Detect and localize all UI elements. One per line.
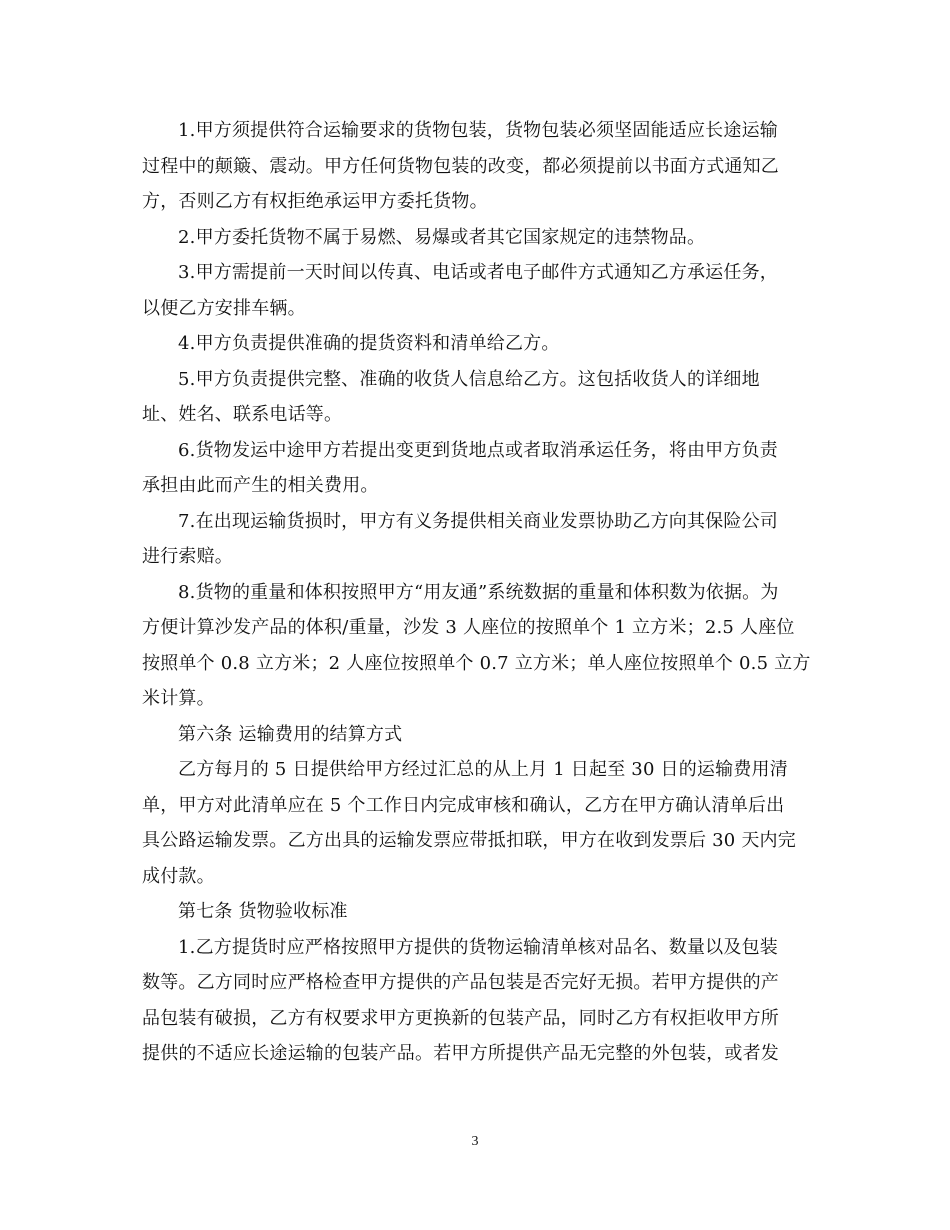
text-line: 3.甲方需提前一天时间以传真、电话或者电子邮件方式通知乙方承运任务， (178, 262, 778, 283)
paragraph-clause-5 (142, 362, 812, 433)
heading-text: 第六条 运输费用的结算方式 (178, 723, 403, 745)
text-line: 址、姓名、联系电话等。 (142, 404, 343, 425)
text-line: 提供的不适应长途运输的包装产品。若甲方所提供产品无完整的外包装，或者发 (142, 1043, 779, 1064)
text-line: 具公路运输发票。乙方出具的运输发票应带抵扣联，甲方在收到发票后 30 天内完 (142, 830, 796, 851)
text-line: 承担由此而产生的相关费用。 (142, 475, 379, 496)
text-line: 1.乙方提货时应严格按照甲方提供的货物运输清单核对品名、数量以及包装 (178, 936, 778, 958)
text-line: 进行索赔。 (142, 546, 233, 567)
text-line: 过程中的颠簸、震动。甲方任何货物包装的改变，都必须提前以书面方式通知乙 (142, 155, 779, 177)
paragraph-clause-8 (142, 575, 812, 717)
paragraph-clause-1 (142, 113, 812, 220)
section-heading-article-6 (142, 717, 812, 753)
text-line: 6.货物发运中途甲方若提出变更到货地点或者取消承运任务，将由甲方负责 (178, 439, 778, 461)
paragraph-clause-6 (142, 433, 812, 504)
paragraph-clause-3 (142, 255, 812, 326)
text-line: 数等。乙方同时应严格检查甲方提供的产品包装是否完好无损。若甲方提供的产 (142, 972, 779, 993)
paragraph-clause-2 (142, 220, 812, 256)
text-line: 以便乙方安排车辆。 (142, 297, 306, 319)
paragraph-settlement (142, 752, 812, 894)
paragraph-inspection-1 (142, 930, 812, 1072)
text-line: 乙方每月的 5 日提供给甲方经过汇总的从上月 1 日起至 30 日的运输费用清 (178, 759, 788, 780)
document-body (142, 113, 812, 1072)
text-line: 成付款。 (142, 865, 215, 887)
text-line: 按照单个 0.8 立方米；2 人座位按照单个 0.7 立方米；单人座位按照单个 0.5 立方 (142, 652, 811, 674)
text-line: 8.货物的重量和体积按照甲方“用友通”系统数据的重量和体积数为依据。为 (178, 581, 779, 603)
text-line: 品包装有破损，乙方有权要求甲方更换新的包装产品，同时乙方有权拒收甲方所 (142, 1007, 779, 1029)
text-line: 方，否则乙方有权拒绝承运甲方委托货物。 (142, 191, 488, 212)
text-line: 2.甲方委托货物不属于易燃、易爆或者其它国家规定的违禁物品。 (178, 226, 706, 248)
heading-text: 第七条 货物验收标准 (178, 901, 348, 922)
paragraph-clause-4 (142, 326, 812, 362)
text-line: 米计算。 (142, 688, 215, 709)
section-heading-article-7 (142, 894, 812, 930)
text-line: 单，甲方对此清单应在 5 个工作日内完成审核和确认，乙方在甲方确认清单后出 (142, 794, 785, 816)
text-line: 1.甲方须提供符合运输要求的货物包装，货物包装必须坚固能适应长途运输 (178, 120, 778, 141)
text-line: 5.甲方负责提供完整、准确的收货人信息给乙方。这包括收货人的详细地 (178, 368, 760, 390)
page-number: 3 (471, 1134, 479, 1149)
paragraph-clause-7 (142, 504, 812, 575)
text-line: 7.在出现运输货损时，甲方有义务提供相关商业发票协助乙方向其保险公司 (178, 510, 778, 532)
text-line: 4.甲方负责提供准确的提货资料和清单给乙方。 (178, 333, 560, 354)
text-line: 方便计算沙发产品的体积/重量，沙发 3 人座位的按照单个 1 立方米；2.5 人座位 (142, 617, 795, 638)
